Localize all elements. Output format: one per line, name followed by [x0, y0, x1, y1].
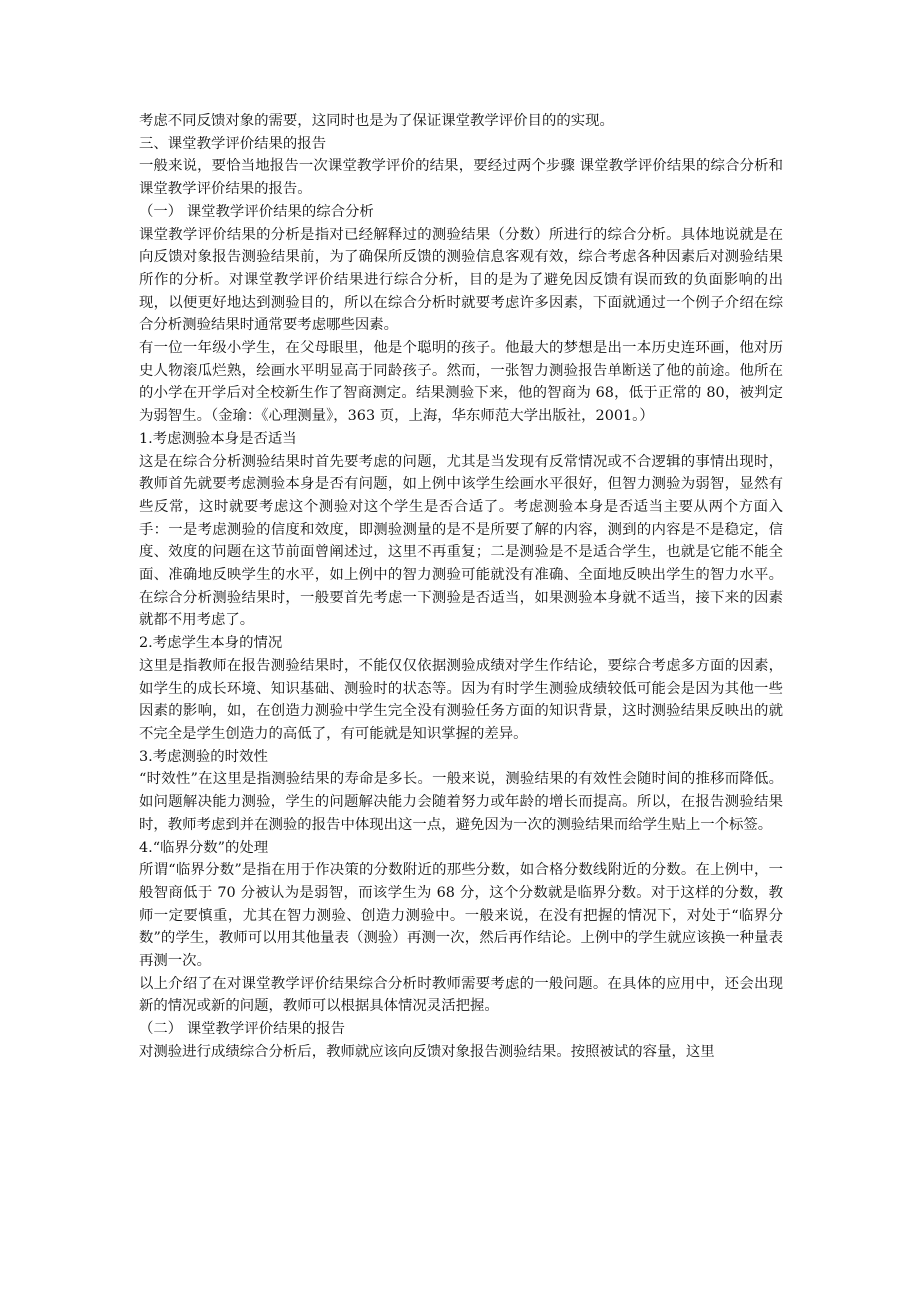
paragraph-test-appropriateness: 这是在综合分析测验结果时首先要考虑的问题，尤其是当发现有反常情况或不合逻辑的事情出现时，教师首先就要考虑测验本身是否有问题，如上例中该学生绘画水平很好，但智力测验为弱智，显然有些反常，这时就要考虑这个测验对这个学生是否合适了。考虑测验本身是否适当主要从两个方面入手：一是考虑测验的信度和效度，即测验测量的是不是所要了解的内容，测到的内容是不是稳定，信度、效度的问题在这节前面曾阐述过，这里不再重复；二是测验是不是适合学生，也就是它能不能全面、准确地反映学生的水平，如上例中的智力测验可能就没有准确、全面地反映出学生的智力水平。在综合分析测验结果时，一般要首先考虑一下测验是否适当，如果测验本身就不适当，接下来的因素就都不用考虑了。 [139, 453, 783, 629]
paragraph-intro: 一般来说，要恰当地报告一次课堂教学评价的结果，要经过两个步骤 课堂教学评价结果的综合分析和课堂教学评价结果的报告。 [139, 158, 783, 198]
paragraph-timeliness: “时效性”在这里是指测验结果的寿命是多长。一般来说，测验结果的有效性会随时间的推移而降低。如问题解决能力测验，学生的问题解决能力会随着努力或年龄的增长而提高。所以，在报告测验结果时，教师考虑到并在测验的报告中体现出这一点，避免因为一次的测验结果而给学生贴上一个标签。 [139, 771, 783, 833]
subsection-heading-reporting: （二） 课堂教学评价结果的报告 [139, 1021, 346, 1038]
paragraph-continuation: 考虑不同反馈对象的需要，这同时也是为了保证课堂教学评价目的的实现。 [139, 113, 614, 129]
paragraph-example-case: 有一位一年级小学生，在父母眼里，他是个聪明的孩子。他最大的梦想是出一本历史连环画，他对历史人物滚瓜烂熟，绘画水平明显高于同龄孩子。然而，一张智力测验报告单断送了他的前途。他所在的小学在开学后对全校新生作了智商测定。结果测验下来，他的智商为 68，低于正常的 80，被判定为弱智生。（金瑜：《心理测量》，363 页，上海，华东师范大学出版社，2001。） [139, 340, 783, 425]
item-heading-student-situation: 2.考虑学生本身的情况 [139, 635, 283, 652]
paragraph-critical-score: 所谓“临界分数”是指在用于作决策的分数附近的那些分数，如合格分数线附近的分数。在上例中，一般智商低于 70 分被认为是弱智，而该学生为 68 分，这个分数就是临界分数。对于这样的分数，教师一定要慎重，尤其在智力测验、创造力测验中。一般来说，在没有把握的情况下，对处于“临界分数”的学生，教师可以用其他量表（测验）再测一次，然后再作结论。上例中的学生就应该换一种量表再测一次。 [139, 862, 783, 970]
item-heading-critical-score: 4.“临界分数”的处理 [139, 839, 269, 856]
item-heading-timeliness: 3.考虑测验的时效性 [139, 748, 268, 765]
paragraph-reporting: 对测验进行成绩综合分析后，教师就应该向反馈对象报告测验结果。按照被试的容量，这里 [139, 1043, 715, 1060]
paragraph-summary: 以上介绍了在对课堂教学评价结果综合分析时教师需要考虑的一般问题。在具体的应用中，还会出现新的情况或新的问题，教师可以根据具体情况灵活把握。 [139, 975, 783, 1015]
section-heading-report: 三、课堂教学评价结果的报告 [139, 135, 327, 152]
paragraph-student-situation: 这里是指教师在报告测验结果时，不能仅仅依据测验成绩对学生作结论，要综合考虑多方面的因素，如学生的成长环境、知识基础、测验时的状态等。因为有时学生测验成绩较低可能会是因为其他一些因素的影响，如，在创造力测验中学生完全没有测验任务方面的知识背景，这时测验结果反映出的就不完全是学生创造力的高低了，有可能就是知识掌握的差异。 [139, 657, 783, 742]
paragraph-analysis-definition: 课堂教学评价结果的分析是指对已经解释过的测验结果（分数）所进行的综合分析。具体地说就是在向反馈对象报告测验结果前，为了确保所反馈的测验信息客观有效，综合考虑各种因素后对测验结果所作的分析。对课堂教学评价结果进行综合分析，目的是为了避免因反馈有误而致的负面影响的出现，以便更好地达到测验目的，所以在综合分析时就要考虑许多因素，下面就通过一个例子介绍在综合分析测验结果时通常要考虑哪些因素。 [139, 226, 783, 334]
document-page [139, 110, 783, 1064]
subsection-heading-analysis: （一） 课堂教学评价结果的综合分析 [139, 203, 374, 220]
item-heading-test-appropriateness: 1.考虑测验本身是否适当 [139, 430, 297, 447]
